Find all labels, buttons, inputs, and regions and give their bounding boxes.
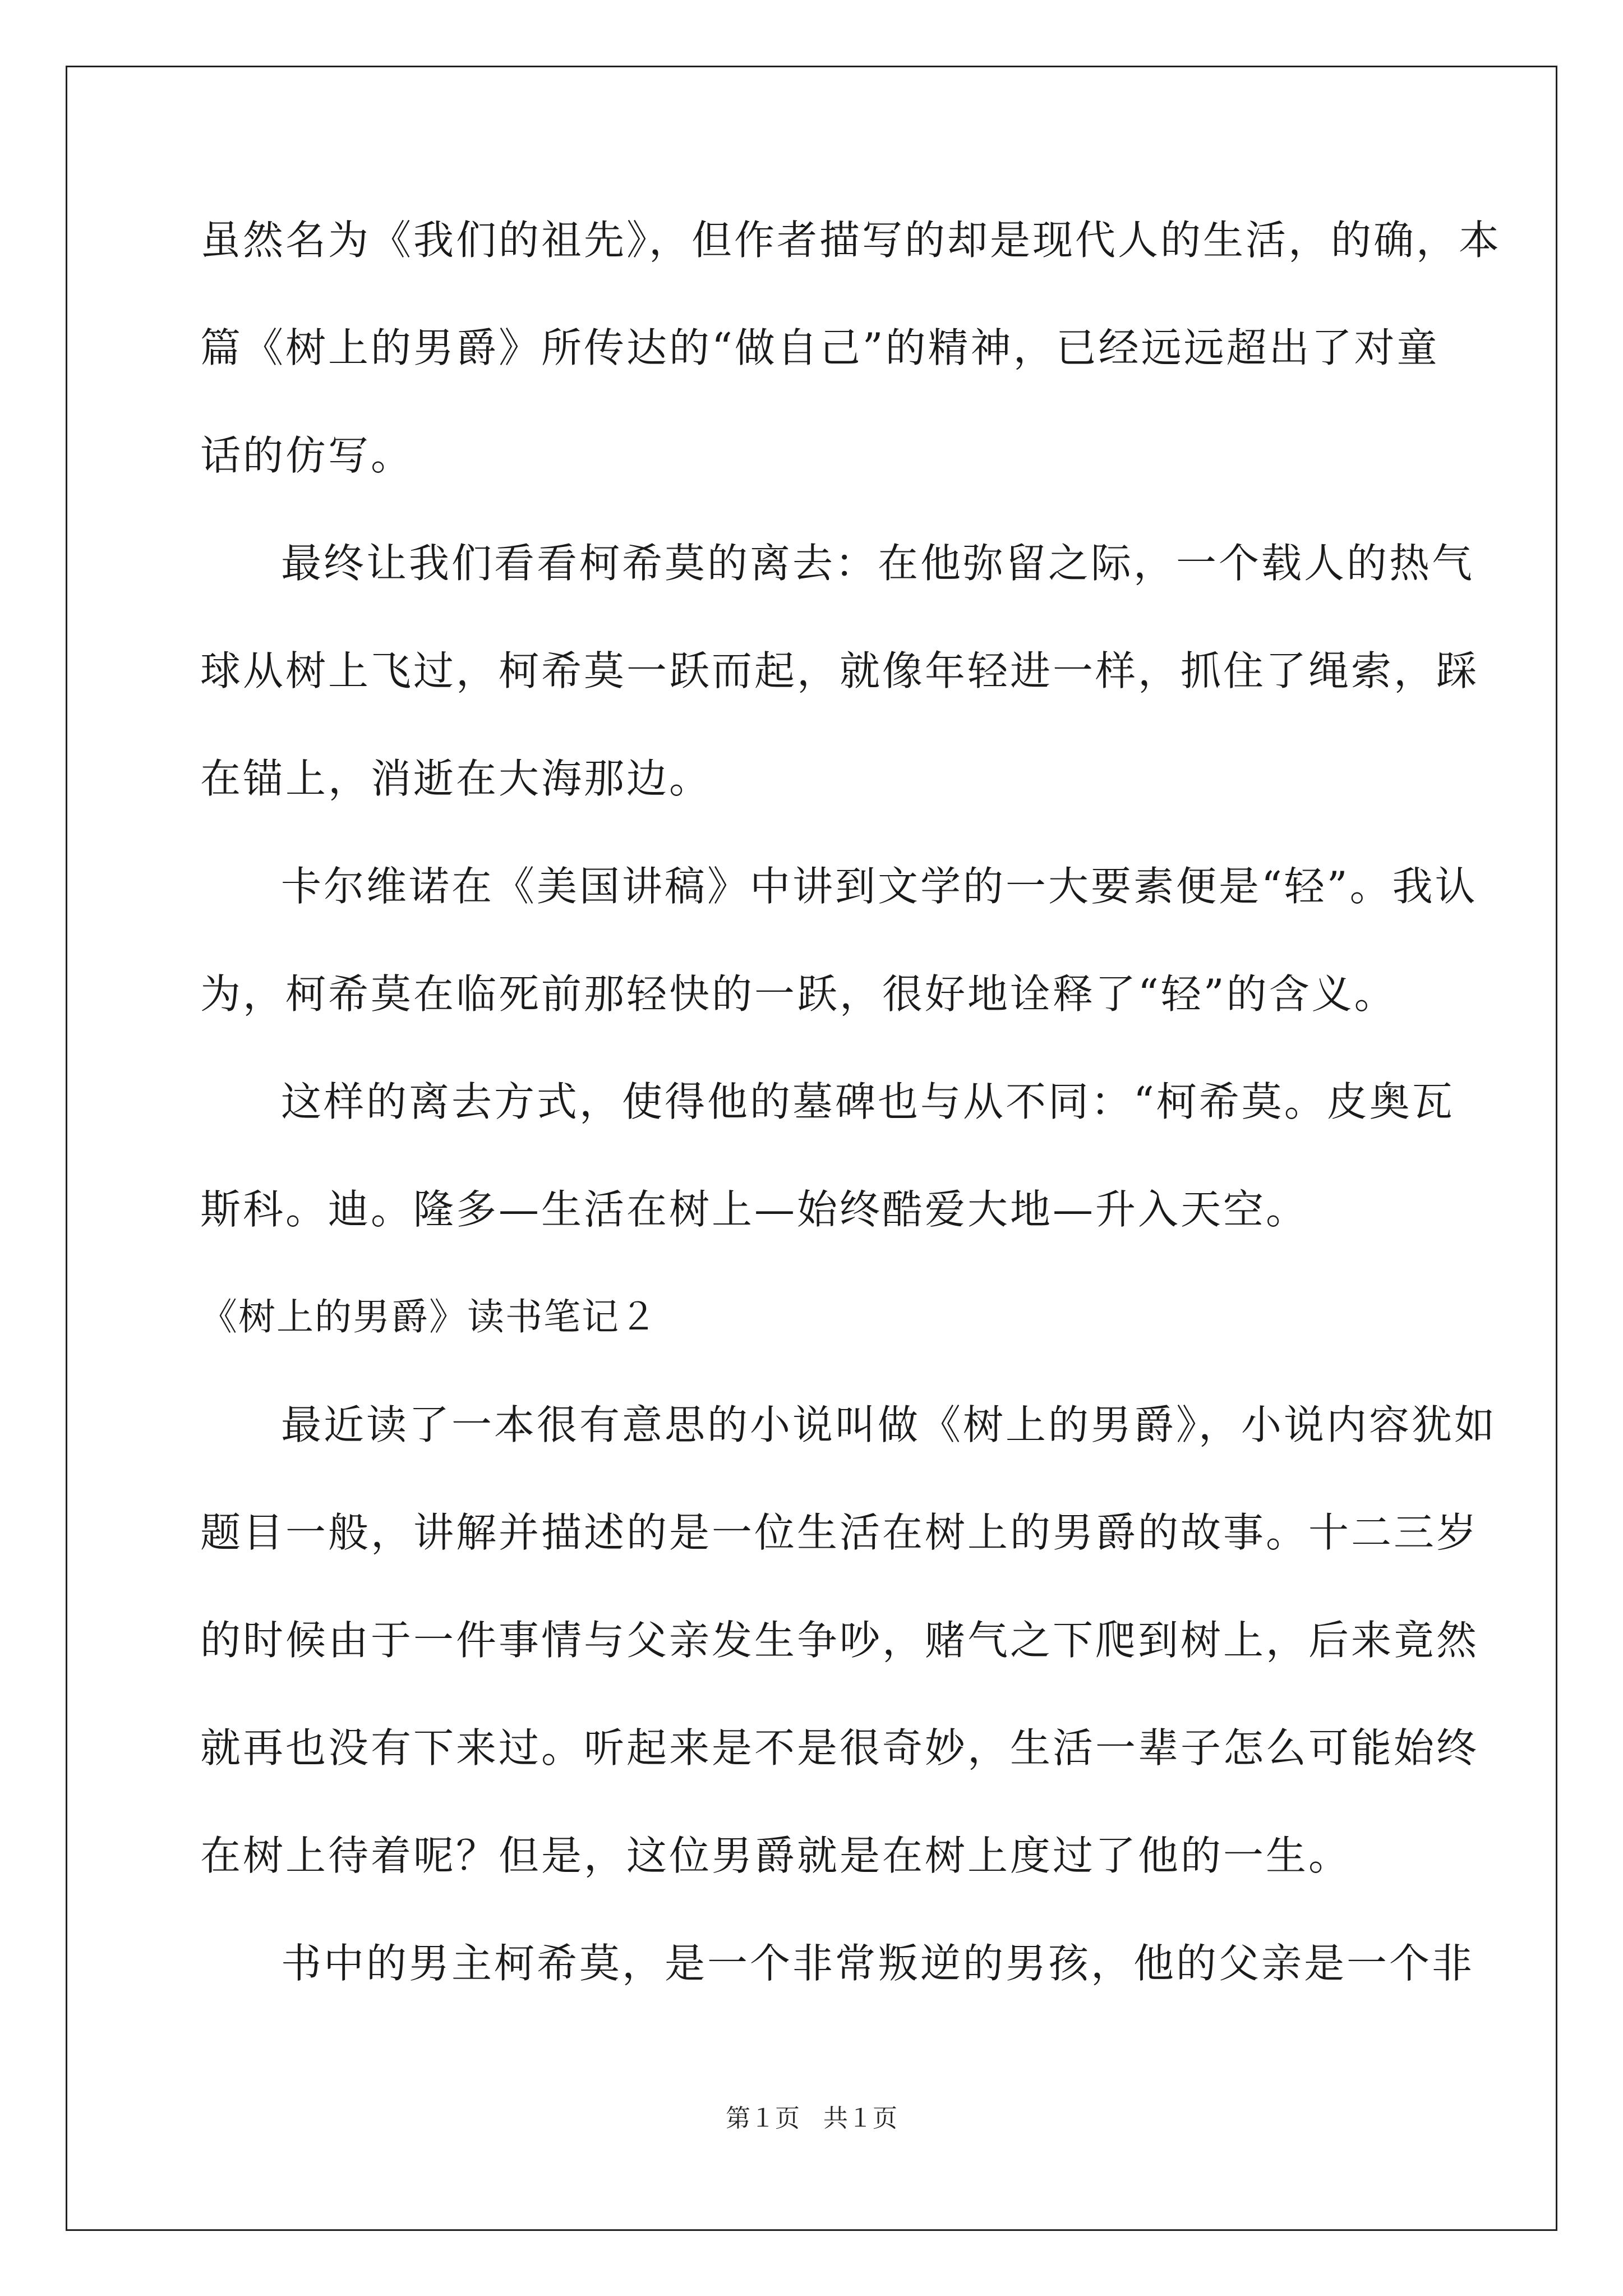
section-heading: 《树上的男爵》读书笔记２: [200, 1295, 658, 1338]
paragraph-line: 为，柯希莫在临死前那轻快的一跃，很好地诠释了“轻”的含义。: [200, 970, 1397, 1018]
paragraph-line: 最近读了一本很有意思的小说叫做《树上的男爵》，小说内容犹如: [281, 1401, 1497, 1448]
paragraph-line: 题目一般，讲解并描述的是一位生活在树上的男爵的故事。十二三岁: [200, 1509, 1479, 1556]
paragraph-line: 虽然名为《我们的祖先》，但作者描写的却是现代人的生活，的确，本: [200, 217, 1502, 264]
paragraph-line: 在锚上，消逝在大海那边。: [200, 755, 712, 802]
paragraph-line: 书中的男主柯希莫，是一个非常叛逆的男孩，他的父亲是一个非: [281, 1940, 1475, 1987]
paragraph-line: 斯科。迪。隆多—生活在树上—始终酷爱大地—升入天空。: [200, 1186, 1309, 1233]
paragraph-line: 卡尔维诺在《美国讲稿》中讲到文学的一大要素便是“轻”。我认: [281, 863, 1478, 910]
page-number-current: 第１页: [726, 2104, 800, 2133]
paragraph-line: 的时候由于一件事情与父亲发生争吵，赌气之下爬到树上，后来竟然: [200, 1617, 1479, 1664]
paragraph-line: 就再也没有下来过。听起来是不是很奇妙，生活一辈子怎么可能始终: [200, 1724, 1479, 1772]
paragraph-line: 最终让我们看看柯希莫的离去：在他弥留之际，一个载人的热气: [281, 540, 1475, 587]
document-body: [200, 213, 1502, 1990]
page-number-total: 共１页: [823, 2104, 897, 2133]
paragraph-line: 球从树上飞过，柯希莫一跃而起，就像年轻进一样，抓住了绳索，踩: [200, 647, 1479, 694]
paragraph-line: 在树上待着呢？但是，这位男爵就是在树上度过了他的一生。: [200, 1832, 1352, 1879]
paragraph-line: 这样的离去方式，使得他的墓碑也与从不同：“柯希莫。皮奥瓦: [281, 1078, 1455, 1125]
paragraph-line: 话的仿写。: [200, 432, 414, 479]
page-footer: [0, 2098, 1623, 2134]
paragraph-line: 篇《树上的男爵》所传达的“做自己”的精神，已经远远超出了对童: [200, 324, 1440, 371]
